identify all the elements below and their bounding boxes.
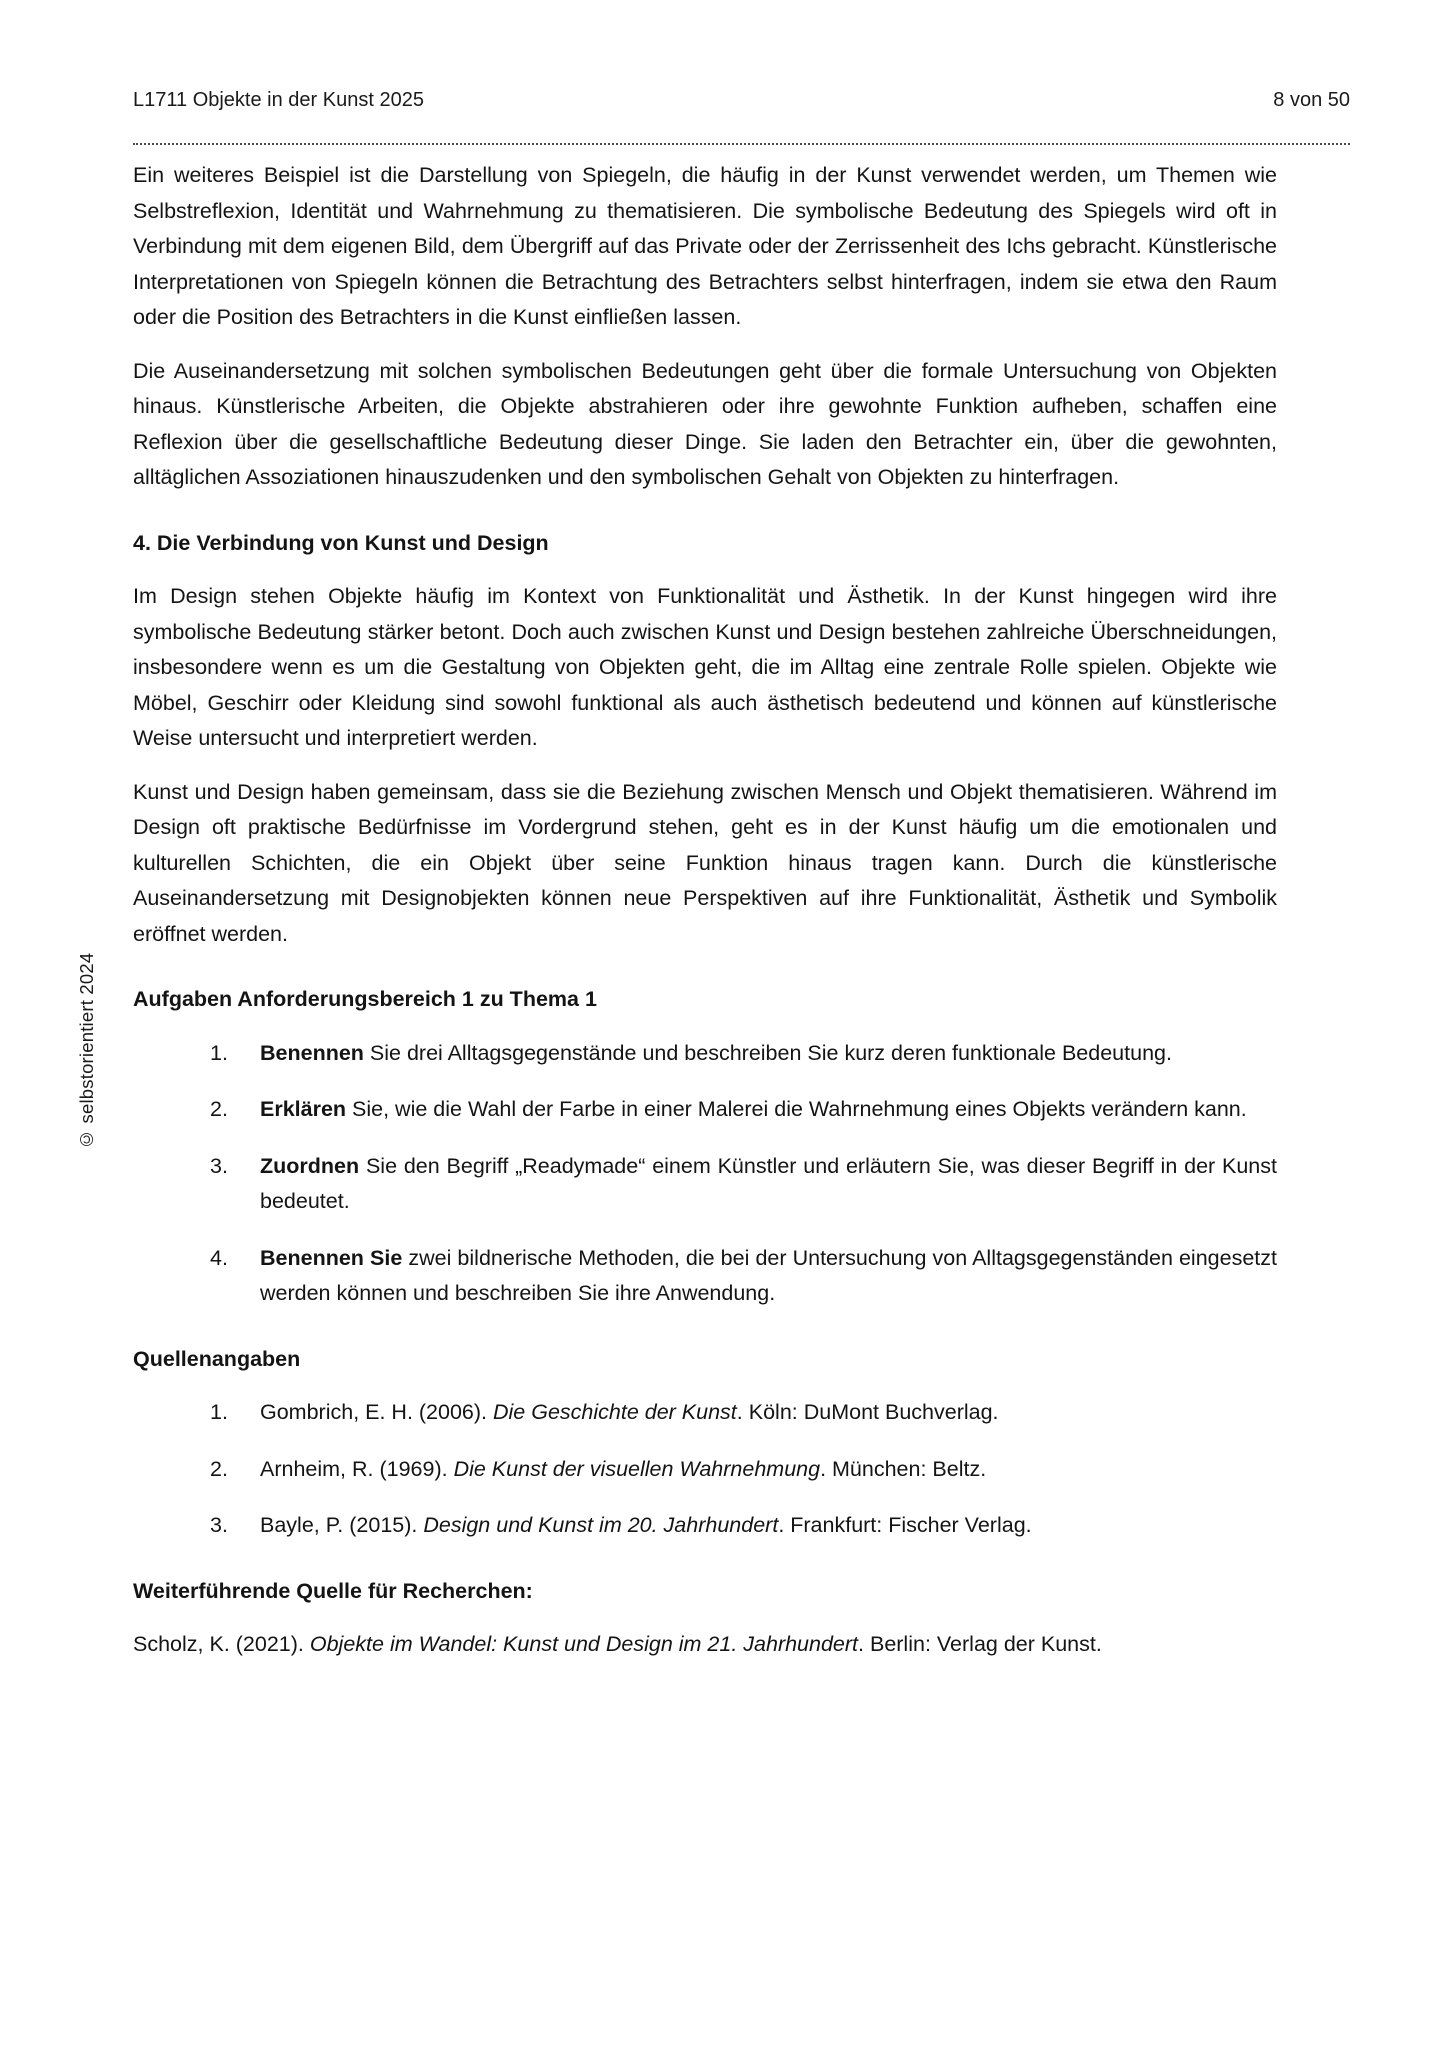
task-item-number: 4.: [210, 1245, 228, 1270]
task-item-number: 3.: [210, 1153, 228, 1178]
paragraph-symbolic-meaning: Die Auseinandersetzung mit solchen symbolischen Bedeutungen geht über die formale Untersuchung von Objekten hinaus. Künstlerische Arbeiten, die Objekte abstrahieren oder ihre gewohnte Funktion aufheben, schaffen eine Reflexion über die gesellschaftliche Bedeutung dieser Dinge. Sie laden den Betrachter ein, über die gewohnten, alltäglichen Assoziationen hinauszudenken und den symbolischen Gehalt von Objekten zu hinterfragen.: [133, 358, 1277, 489]
task-item-1: [133, 1036, 1277, 1072]
task-item-text: Benennen Sie zwei bildnerische Methoden, die bei der Untersuchung von Alltagsgegenständen eingesetzt werden können und beschreiben Sie ihre Anwendung.: [260, 1245, 1277, 1305]
source-item-number: 1.: [210, 1400, 228, 1424]
page-number: 8 von 50: [1273, 89, 1350, 111]
document-body: [133, 158, 1277, 1681]
source-item-1: [133, 1395, 1277, 1431]
task-item-3: [133, 1149, 1277, 1220]
heading-weiterfuehrende-quelle: Weiterführende Quelle für Recherchen:: [133, 1578, 533, 1603]
task-item-text: Benennen Sie drei Alltagsgegenstände und beschreiben Sie kurz deren funktionale Bedeutung.: [260, 1040, 1172, 1065]
copyright-notice: © selbstorientiert 2024: [76, 952, 97, 1150]
task-item-text: Zuordnen Sie den Begriff „Readymade“ einem Künstler und erläutern Sie, was dieser Begriff in der Kunst bedeutet.: [260, 1153, 1277, 1213]
source-item-text: Gombrich, E. H. (2006). Die Geschichte der Kunst. Köln: DuMont Buchverlag.: [260, 1400, 999, 1424]
book-title: Design und Kunst im 20. Jahrhundert: [423, 1513, 779, 1537]
document-title: L1711 Objekte in der Kunst 2025: [133, 89, 424, 111]
book-title: Die Kunst der visuellen Wahrnehmung: [453, 1456, 821, 1481]
heading-quellenangaben: Quellenangaben: [133, 1346, 301, 1371]
task-item-4: [133, 1241, 1277, 1312]
source-list: [133, 1395, 1277, 1544]
source-item-number: 2.: [210, 1456, 228, 1481]
task-item-number: 1.: [210, 1040, 228, 1065]
heading-kunst-und-design: 4. Die Verbindung von Kunst und Design: [133, 530, 549, 555]
source-item-text: Arnheim, R. (1969). Die Kunst der visuellen Wahrnehmung. München: Beltz.: [260, 1456, 987, 1481]
task-item-2: [133, 1092, 1277, 1128]
source-item-3: [133, 1508, 1277, 1544]
further-reference: Scholz, K. (2021). Objekte im Wandel: Kunst und Design im 21. Jahrhundert. Berlin: Verlag der Kunst.: [133, 1632, 1102, 1656]
page-header: [133, 88, 1350, 112]
task-item-text: Erklären Sie, wie die Wahl der Farbe in einer Malerei die Wahrnehmung eines Objekts verändern kann.: [260, 1097, 1247, 1121]
heading-aufgaben: Aufgaben Anforderungsbereich 1 zu Thema 1: [133, 987, 597, 1011]
source-item-number: 3.: [210, 1513, 228, 1537]
paragraph-design-kontext: Im Design stehen Objekte häufig im Kontext von Funktionalität und Ästhetik. In der Kunst hingegen wird ihre symbolische Bedeutung stärker betont. Doch auch zwischen Kunst und Design bestehen zahlreiche Überschneidungen, insbesondere wenn es um die Gestaltung von Objekten geht, die im Alltag eine zentrale Rolle spielen. Objekte wie Möbel, Geschirr oder Kleidung sind sowohl funktional als auch ästhetisch bedeutend und können auf künstlerische Weise untersucht und interpretiert werden.: [133, 584, 1277, 750]
task-item-number: 2.: [210, 1097, 228, 1121]
source-item-2: [133, 1452, 1277, 1488]
task-list: [133, 1036, 1277, 1312]
paragraph-mirrors: Ein weiteres Beispiel ist die Darstellung von Spiegeln, die häufig in der Kunst verwendet werden, um Themen wie Selbstreflexion, Identität und Wahrnehmung zu thematisieren. Die symbolische Bedeutung des Spiegels wird oft in Verbindung mit dem eigenen Bild, dem Übergriff auf das Private oder der Zerrissenheit des Ichs gebracht. Künstlerische Interpretationen von Spiegeln können die Betrachtung des Betrachters selbst hinterfragen, indem sie etwa den Raum oder die Position des Betrachters in die Kunst einfließen lassen.: [133, 163, 1277, 329]
dotted-divider: [133, 143, 1350, 145]
book-title: Die Geschichte der Kunst: [493, 1400, 737, 1424]
source-item-text: Bayle, P. (2015). Design und Kunst im 20. Jahrhundert. Frankfurt: Fischer Verlag.: [260, 1513, 1032, 1537]
book-title: Objekte im Wandel: Kunst und Design im 21. Jahrhundert: [309, 1632, 859, 1656]
paragraph-gemeinsamkeiten: Kunst und Design haben gemeinsam, dass sie die Beziehung zwischen Mensch und Objekt thematisieren. Während im Design oft praktische Bedürfnisse im Vordergrund stehen, geht es in der Kunst häufig um die emotionalen und kulturellen Schichten, die ein Objekt über seine Funktion hinaus tragen kann. Durch die künstlerische Auseinandersetzung mit Designobjekten können neue Perspektiven auf ihre Funktionalität, Ästhetik und Symbolik eröffnet werden.: [133, 779, 1277, 946]
